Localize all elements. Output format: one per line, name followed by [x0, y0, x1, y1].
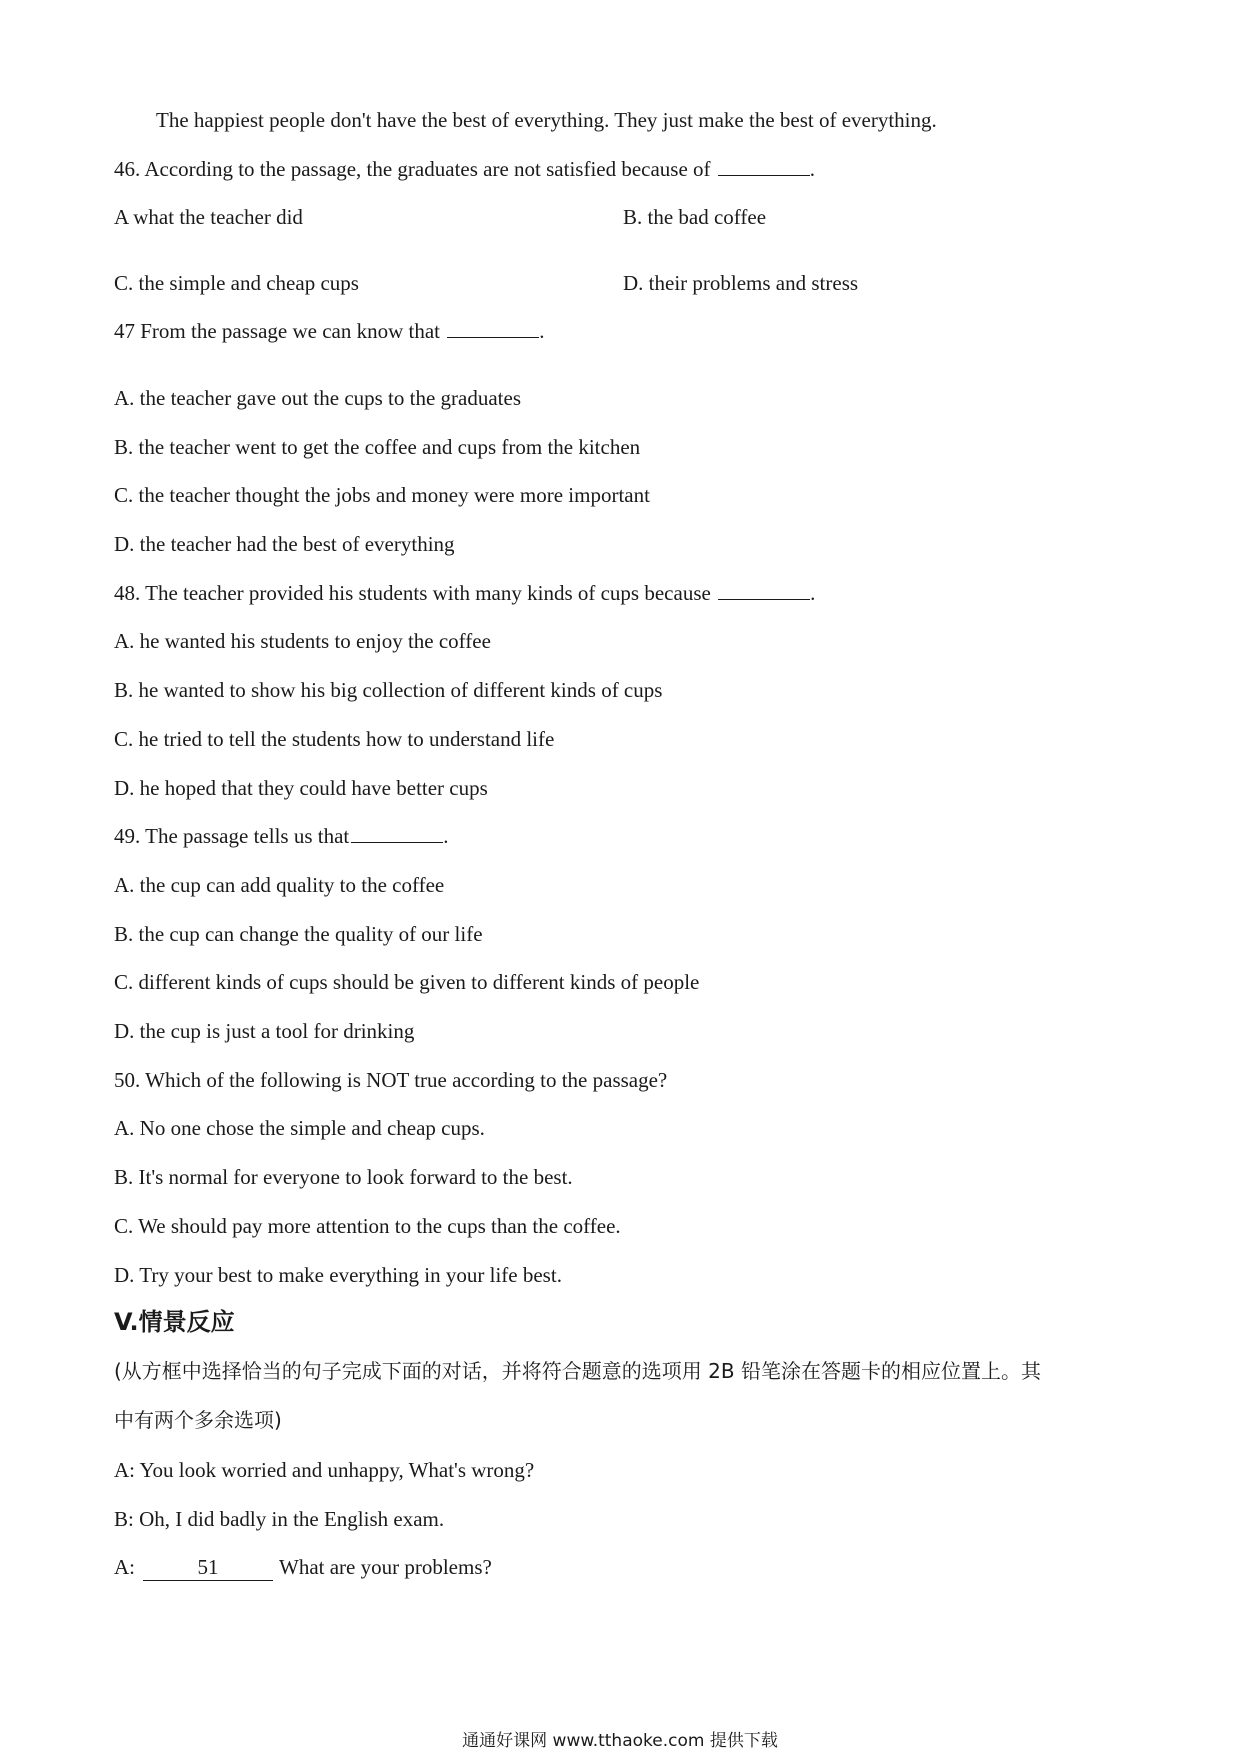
answer-blank — [718, 581, 810, 600]
question-49 — [114, 823, 449, 849]
q47-option-d: D. the teacher had the best of everything — [114, 532, 455, 556]
question-48-end: . — [810, 581, 816, 605]
section-title: V.情景反应 — [114, 1308, 235, 1336]
q46-option-d: D. their problems and stress — [623, 271, 859, 295]
q48-option-d: D. he hoped that they could have better cups — [114, 776, 488, 800]
question-48 — [114, 580, 815, 606]
question-46-end: . — [809, 157, 816, 181]
q46-option-a: A what the teacher did — [114, 205, 303, 229]
q50-option-c: C. We should pay more attention to the cups than the coffee. — [114, 1214, 621, 1238]
q47-option-a: A. the teacher gave out the cups to the graduates — [114, 386, 522, 410]
question-46 — [114, 156, 815, 182]
question-47-end: . — [539, 319, 545, 343]
question-50-stem: 50. Which of the following is NOT true according to the passage? — [114, 1068, 668, 1092]
q50-option-a: A. No one chose the simple and cheap cups. — [114, 1116, 485, 1140]
q46-option-c: C. the simple and cheap cups — [114, 271, 359, 295]
dialogue-line-3 — [114, 1554, 492, 1581]
q47-option-b: B. the teacher went to get the coffee and cups from the kitchen — [114, 435, 641, 459]
q49-option-a: A. the cup can add quality to the coffee — [114, 873, 445, 897]
q48-option-a: A. he wanted his students to enjoy the coffee — [114, 629, 491, 653]
answer-blank-51: 51 — [143, 1554, 273, 1581]
dialogue-line-3-speaker: A: — [114, 1555, 135, 1579]
dialogue-line-2: B: Oh, I did badly in the English exam. — [114, 1507, 445, 1531]
q46-option-b: B. the bad coffee — [623, 205, 767, 229]
section-instruction-line2: 中有两个多余选项) — [114, 1408, 282, 1432]
answer-blank — [351, 824, 443, 843]
q48-option-c: C. he tried to tell the students how to understand life — [114, 727, 555, 751]
question-47 — [114, 318, 545, 344]
question-48-stem: 48. The teacher provided his students with many kinds of cups because — [114, 581, 711, 605]
answer-blank — [718, 157, 810, 176]
dialogue-line-3-text: What are your problems? — [279, 1555, 492, 1579]
q50-option-b: B. It's normal for everyone to look forward to the best. — [114, 1165, 573, 1189]
question-49-stem: 49. The passage tells us that — [114, 824, 350, 848]
question-49-end: . — [443, 824, 449, 848]
q47-option-c: C. the teacher thought the jobs and money were more important — [114, 483, 650, 507]
q49-option-d: D. the cup is just a tool for drinking — [114, 1019, 415, 1043]
answer-blank — [447, 319, 539, 338]
page-footer: 通通好课网 www.tthaoke.com 提供下载 — [462, 1731, 778, 1751]
q49-option-b: B. the cup can change the quality of our life — [114, 922, 483, 946]
question-47-stem: 47 From the passage we can know that — [114, 319, 441, 343]
q48-option-b: B. he wanted to show his big collection of different kinds of cups — [114, 678, 663, 702]
intro-line: The happiest people don't have the best of everything. They just make the best of everything. — [156, 108, 937, 132]
q49-option-c: C. different kinds of cups should be given to different kinds of people — [114, 970, 700, 994]
q50-option-d: D. Try your best to make everything in your life best. — [114, 1263, 562, 1287]
section-instruction-line1: (从方框中选择恰当的句子完成下面的对话，并将符合题意的选项用 2B 铅笔涂在答题卡的相应位置上。其 — [114, 1359, 1041, 1383]
dialogue-line-1: A: You look worried and unhappy, What's wrong? — [114, 1458, 535, 1482]
question-46-stem: 46. According to the passage, the graduates are not satisfied because of — [114, 157, 711, 181]
